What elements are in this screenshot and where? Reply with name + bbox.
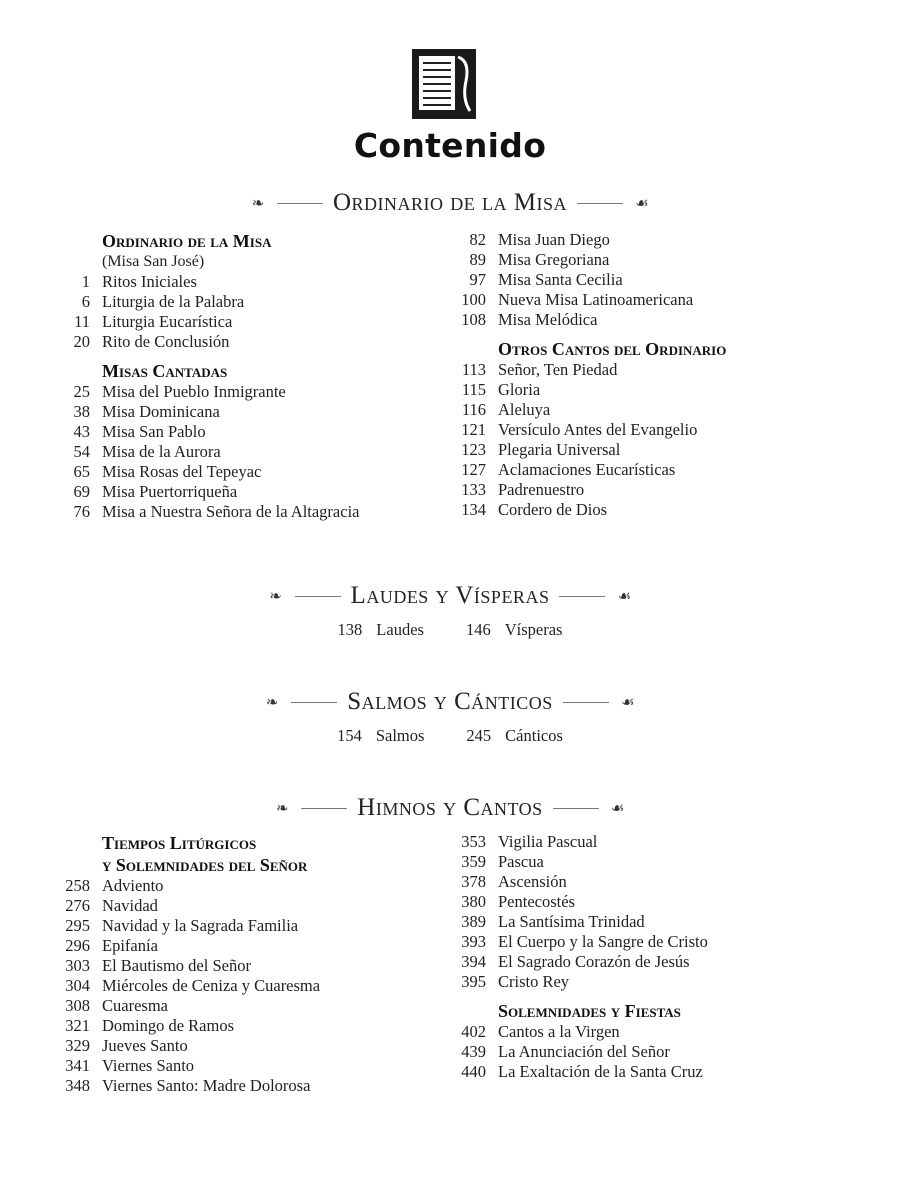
toc-entry[interactable]: 308 Cuaresma (65, 996, 168, 1015)
subheading: Misas Cantadas (102, 361, 228, 381)
subheading: Otros Cantos del Ordinario (498, 339, 727, 359)
toc-entry[interactable]: 97 Misa Santa Cecilia (469, 270, 623, 289)
toc-entry[interactable]: 76 Misa a Nuestra Señora de la Altagracia (73, 502, 360, 521)
subheading: y Solemnidades del Señor (102, 855, 308, 875)
toc-entry[interactable]: 378 Ascensión (461, 872, 567, 891)
toc-entry[interactable]: 108 Misa Melódica (461, 310, 598, 329)
toc-entry[interactable]: 6 Liturgia de la Palabra (81, 292, 245, 311)
toc-entry[interactable]: 123 Plegaria Universal (461, 440, 621, 459)
toc-entry[interactable]: 1 Ritos Iniciales (81, 272, 197, 291)
toc-entry[interactable]: 393 El Cuerpo y la Sangre de Cristo (461, 932, 708, 951)
section-heading-salmos: ❧ Salmos y Cánticos ☙ (0, 688, 900, 716)
toc-entry[interactable]: 154 Salmos (337, 726, 425, 745)
toc-entry[interactable]: 348 Viernes Santo: Madre Dolorosa (65, 1076, 311, 1095)
toc-entry[interactable]: 69 Misa Puertorriqueña (73, 482, 238, 501)
toc-entry[interactable]: 25 Misa del Pueblo Inmigrante (73, 382, 286, 401)
toc-entry[interactable]: 439 La Anunciación del Señor (461, 1042, 670, 1061)
ornament-right-icon: ☙ (617, 588, 632, 605)
toc-entry[interactable]: 138 Laudes (337, 620, 424, 639)
toc-entry[interactable]: 321 Domingo de Ramos (65, 1016, 234, 1035)
ornament-right-icon: ☙ (610, 800, 625, 817)
divider (553, 808, 599, 809)
toc-entry[interactable]: 245 Cánticos (466, 726, 563, 745)
ornament-left-icon: ❧ (265, 694, 279, 711)
divider (301, 808, 347, 809)
divider (577, 203, 623, 204)
toc-entry[interactable]: 341 Viernes Santo (65, 1056, 195, 1075)
divider (563, 702, 609, 703)
section-heading-laudes: ❧ Laudes y Vísperas ☙ (0, 582, 900, 610)
toc-entry[interactable]: 146 Vísperas (465, 620, 563, 639)
himnos-right-column (456, 832, 876, 1082)
toc-entry[interactable]: 82 Misa Juan Diego (469, 230, 610, 249)
ornament-right-icon: ☙ (635, 195, 649, 212)
toc-entry[interactable]: 303 El Bautismo del Señor (65, 956, 251, 975)
toc-entry[interactable]: 389 La Santísima Trinidad (461, 912, 645, 931)
section-heading-himnos: ❧ Himnos y Cantos ☙ (0, 794, 900, 822)
divider (277, 203, 323, 204)
toc-entry[interactable]: 394 El Sagrado Corazón de Jesús (461, 952, 690, 971)
subheading: Tiempos Litúrgicos (102, 833, 257, 853)
toc-entry[interactable]: 440 La Exaltación de la Santa Cruz (461, 1062, 703, 1081)
toc-entry[interactable]: 65 Misa Rosas del Tepeyac (73, 462, 262, 481)
toc-entry[interactable]: 304 Miércoles de Ceniza y Cuaresma (65, 976, 321, 995)
ornament-left-icon: ❧ (275, 800, 289, 817)
subheading: Solemnidades y Fiestas (498, 1001, 681, 1021)
ornament-left-icon: ❧ (251, 195, 265, 212)
toc-entry[interactable]: 116 Aleluya (461, 400, 551, 419)
toc-entry[interactable]: 402 Cantos a la Virgen (461, 1022, 620, 1041)
toc-entry[interactable]: 113 Señor, Ten Piedad (461, 360, 618, 379)
book-icon (410, 47, 478, 121)
salmos-entries (0, 726, 900, 746)
toc-entry[interactable]: 296 Epifanía (65, 936, 158, 955)
subheading-note: (Misa San José) (102, 253, 205, 270)
toc-entry[interactable]: 54 Misa de la Aurora (73, 442, 221, 461)
laudes-entries (0, 620, 900, 640)
divider (559, 596, 605, 597)
toc-entry[interactable]: 127 Aclamaciones Eucarísticas (461, 460, 676, 479)
toc-entry[interactable]: 134 Cordero de Dios (461, 500, 608, 519)
ordinario-left-column (60, 230, 440, 522)
toc-entry[interactable]: 133 Padrenuestro (461, 480, 585, 499)
toc-entry[interactable]: 395 Cristo Rey (461, 972, 570, 991)
ornament-left-icon: ❧ (269, 588, 282, 605)
toc-entry[interactable]: 276 Navidad (65, 896, 158, 915)
ordinario-right-column (456, 230, 876, 520)
toc-entry[interactable]: 380 Pentecostés (461, 892, 575, 911)
ornament-right-icon: ☙ (621, 694, 635, 711)
page-title: Contenido (353, 126, 547, 165)
toc-entry[interactable]: 100 Nueva Misa Latinoamericana (461, 290, 694, 309)
toc-entry[interactable]: 89 Misa Gregoriana (469, 250, 610, 269)
himnos-left-column (60, 832, 440, 1096)
toc-entry[interactable]: 329 Jueves Santo (65, 1036, 188, 1055)
toc-entry[interactable]: 353 Vigilia Pascual (461, 832, 598, 851)
toc-entry[interactable]: 115 Gloria (461, 380, 541, 399)
toc-entry[interactable]: 258 Adviento (65, 876, 164, 895)
toc-entry[interactable]: 11 Liturgia Eucarística (74, 312, 233, 331)
toc-entry[interactable]: 121 Versículo Antes del Evangelio (461, 420, 698, 439)
divider (291, 702, 337, 703)
toc-entry[interactable]: 295 Navidad y la Sagrada Familia (65, 916, 299, 935)
toc-entry[interactable]: 38 Misa Dominicana (73, 402, 220, 421)
toc-entry[interactable]: 43 Misa San Pablo (73, 422, 206, 441)
subheading: Ordinario de la Misa (102, 231, 272, 251)
toc-entry[interactable]: 20 Rito de Conclusión (73, 332, 230, 351)
section-heading-ordinario: ❧ Ordinario de la Misa ☙ (0, 189, 900, 217)
toc-entry[interactable]: 359 Pascua (461, 852, 544, 871)
divider (295, 596, 341, 597)
